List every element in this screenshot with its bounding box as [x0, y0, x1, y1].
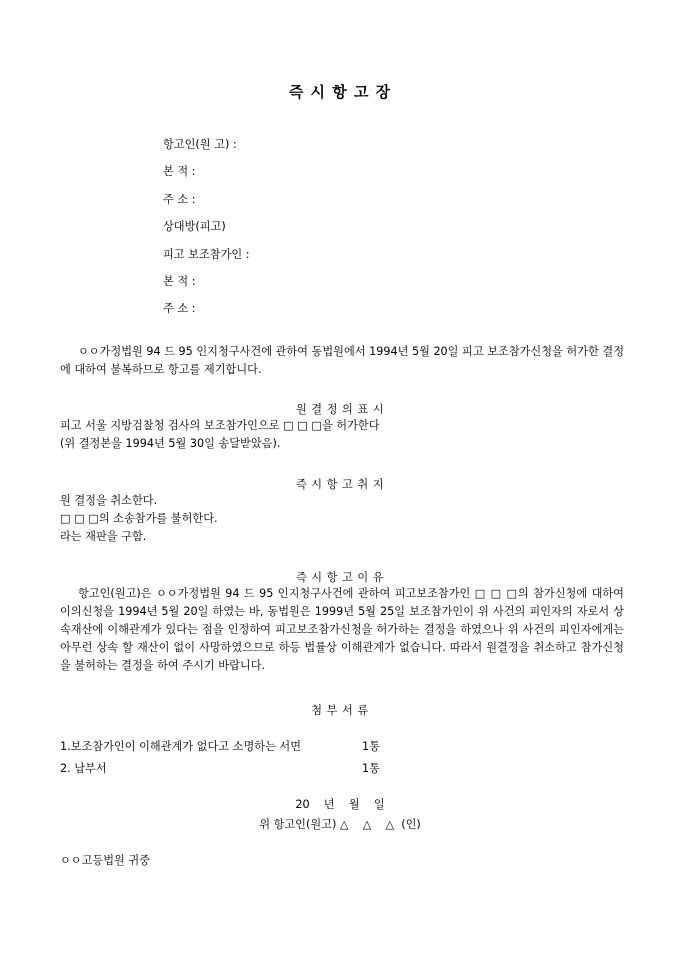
attachment-item — [60, 760, 380, 782]
intro-paragraph: ㅇㅇ가정법원 94 드 95 인지청구사건에 관하여 동법원에서 1994년 5월 20일 피고 보조참가신청을 허가한 결정에 대하여 불복하므로 항고를 제기합니다. — [60, 345, 625, 376]
date-line: 20 년 월 일 — [295, 798, 385, 811]
document-title: 즉 시 항 고 장 — [288, 83, 392, 101]
purpose-line: 라는 재판을 구함. — [60, 530, 147, 543]
court-addressee: ㅇㅇ고등법원 귀중 — [60, 854, 151, 867]
reasons-heading: 즉 시 항 고 이 유 — [295, 571, 385, 584]
purpose-line: □ □ □의 소송참가를 불허한다. — [60, 512, 218, 525]
signature-line: 위 항고인(원고) △ △ △ (인) — [259, 818, 421, 831]
original-decision-line: 피고 서울 지방검찰청 검사의 보조참가인으로 □ □ □을 허가한다 — [60, 419, 380, 432]
original-decision-heading: 원 결 정 의 표 시 — [295, 403, 385, 416]
reasons-paragraph: 항고인(원고)은 ㅇㅇ가정법원 94 드 95 인지청구사건에 관하여 피고보조참가인 □ □ □의 참가신청에 대하여 이의신청을 1994년 5월 20일 하였는 바, 동법원은 1999년 5월 25일 보조참가인이 위 사건의 피인자의 자로서 상속재산에 이해관계가 있다는 점을 인정하여 피고보조참가신청을 허가하는 결정을 하였으나 위 사건의 피인자에게는 아무런 상속 할 재산이 없이 사망하였으므로 하등 법률상 이해관계가 없습니다. 따라서 원결정을 취소하고 참가신청을 불허하는 결정을 하여 주시기 바랍니다. — [60, 587, 624, 672]
attachment-count: 1통 — [362, 740, 380, 753]
party-appellant-label: 항고인(원 고) : — [163, 138, 237, 151]
purpose-line: 원 결정을 취소한다. — [60, 494, 158, 507]
party-intervenor-address-label: 주 소 : — [163, 302, 196, 316]
party-info-list — [163, 138, 250, 330]
purpose-heading: 즉 시 항 고 취 지 — [295, 478, 385, 491]
attachment-item — [60, 738, 380, 760]
original-decision-line: (위 결정본을 1994년 5월 30일 송달받았음). — [60, 437, 281, 450]
attachment-label: 2. 납부서 — [60, 762, 107, 775]
party-respondent-label: 상대방(피고) — [163, 220, 226, 234]
purpose-lines — [60, 492, 218, 546]
attachment-count: 1통 — [362, 762, 380, 775]
attachments-heading: 첨 부 서 류 — [311, 704, 369, 717]
party-appellant-domicile-label: 본 적 : — [163, 165, 196, 179]
party-appellant-address-label: 주 소 : — [163, 192, 196, 206]
attachments-list — [60, 738, 380, 782]
attachment-label: 1.보조참가인이 이해관계가 없다고 소명하는 서면 — [60, 740, 302, 753]
party-intervenor-domicile-label: 본 적 : — [163, 274, 196, 288]
party-intervenor-label: 피고 보조참가인 : — [163, 247, 250, 261]
original-decision-lines — [60, 417, 380, 453]
